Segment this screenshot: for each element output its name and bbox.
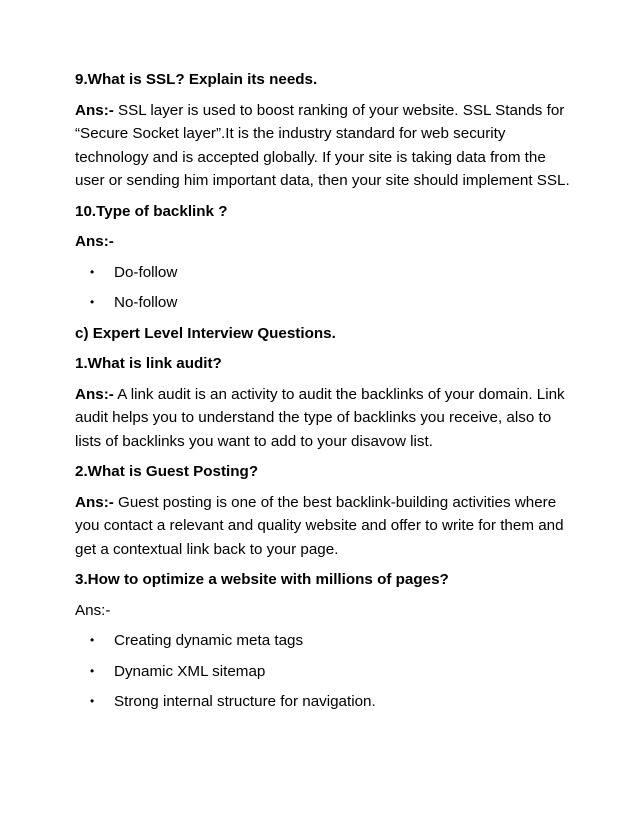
list-item-text: Dynamic XML sitemap [114, 662, 266, 680]
answer-paragraph [75, 383, 575, 454]
list-item [75, 291, 575, 315]
answer-text: Guest posting is one of the best backlink-building activities where you contact a relevant and quality website and offer to write for them and get a contextual link back to your page. [75, 493, 564, 558]
bullet-list [75, 261, 575, 315]
list-item [75, 690, 575, 714]
answer-label: Ans:- [75, 601, 111, 619]
list-item [75, 660, 575, 684]
list-item-text: Do-follow [114, 263, 178, 281]
list-item-text: No-follow [114, 294, 178, 311]
answer-paragraph [75, 491, 575, 562]
answer-paragraph [75, 99, 575, 193]
document-page [75, 68, 575, 714]
bullet-icon: • [90, 264, 95, 279]
question-heading: 3.How to optimize a website with millions of pages? [75, 571, 449, 588]
answer-label: Ans:- [75, 385, 114, 403]
bullet-icon: • [90, 633, 95, 647]
question-heading: 1.What is link audit? [75, 355, 222, 372]
bullet-list [75, 629, 575, 714]
question-heading: 9.What is SSL? Explain its needs. [75, 71, 318, 88]
answer-label: Ans:- [75, 493, 114, 511]
list-item [75, 629, 575, 653]
question-heading: 2.What is Guest Posting? [75, 463, 259, 480]
answer-label: Ans:- [75, 101, 114, 119]
answer-label: Ans:- [75, 233, 114, 250]
list-item [75, 261, 575, 285]
question-heading: 10.Type of backlink ? [75, 202, 228, 220]
answer-text: A link audit is an activity to audit the backlinks of your domain. Link audit helps you to understand the type of backlinks you receive, also to lists of backlinks you want to add to your disavow list. [75, 385, 565, 450]
section-heading: c) Expert Level Interview Questions. [75, 324, 336, 342]
bullet-icon: • [90, 295, 95, 309]
list-item-text: Strong internal structure for navigation. [114, 693, 376, 710]
answer-text: SSL layer is used to boost ranking of your website. SSL Stands for “Secure Socket layer”.It is the industry standard for web security technology and is accepted globally. If your site is taking data from the user or sending him important data, then your site should implement SSL. [75, 101, 570, 189]
bullet-icon: • [90, 694, 95, 708]
list-item-text: Creating dynamic meta tags [114, 632, 304, 649]
bullet-icon: • [90, 663, 95, 678]
